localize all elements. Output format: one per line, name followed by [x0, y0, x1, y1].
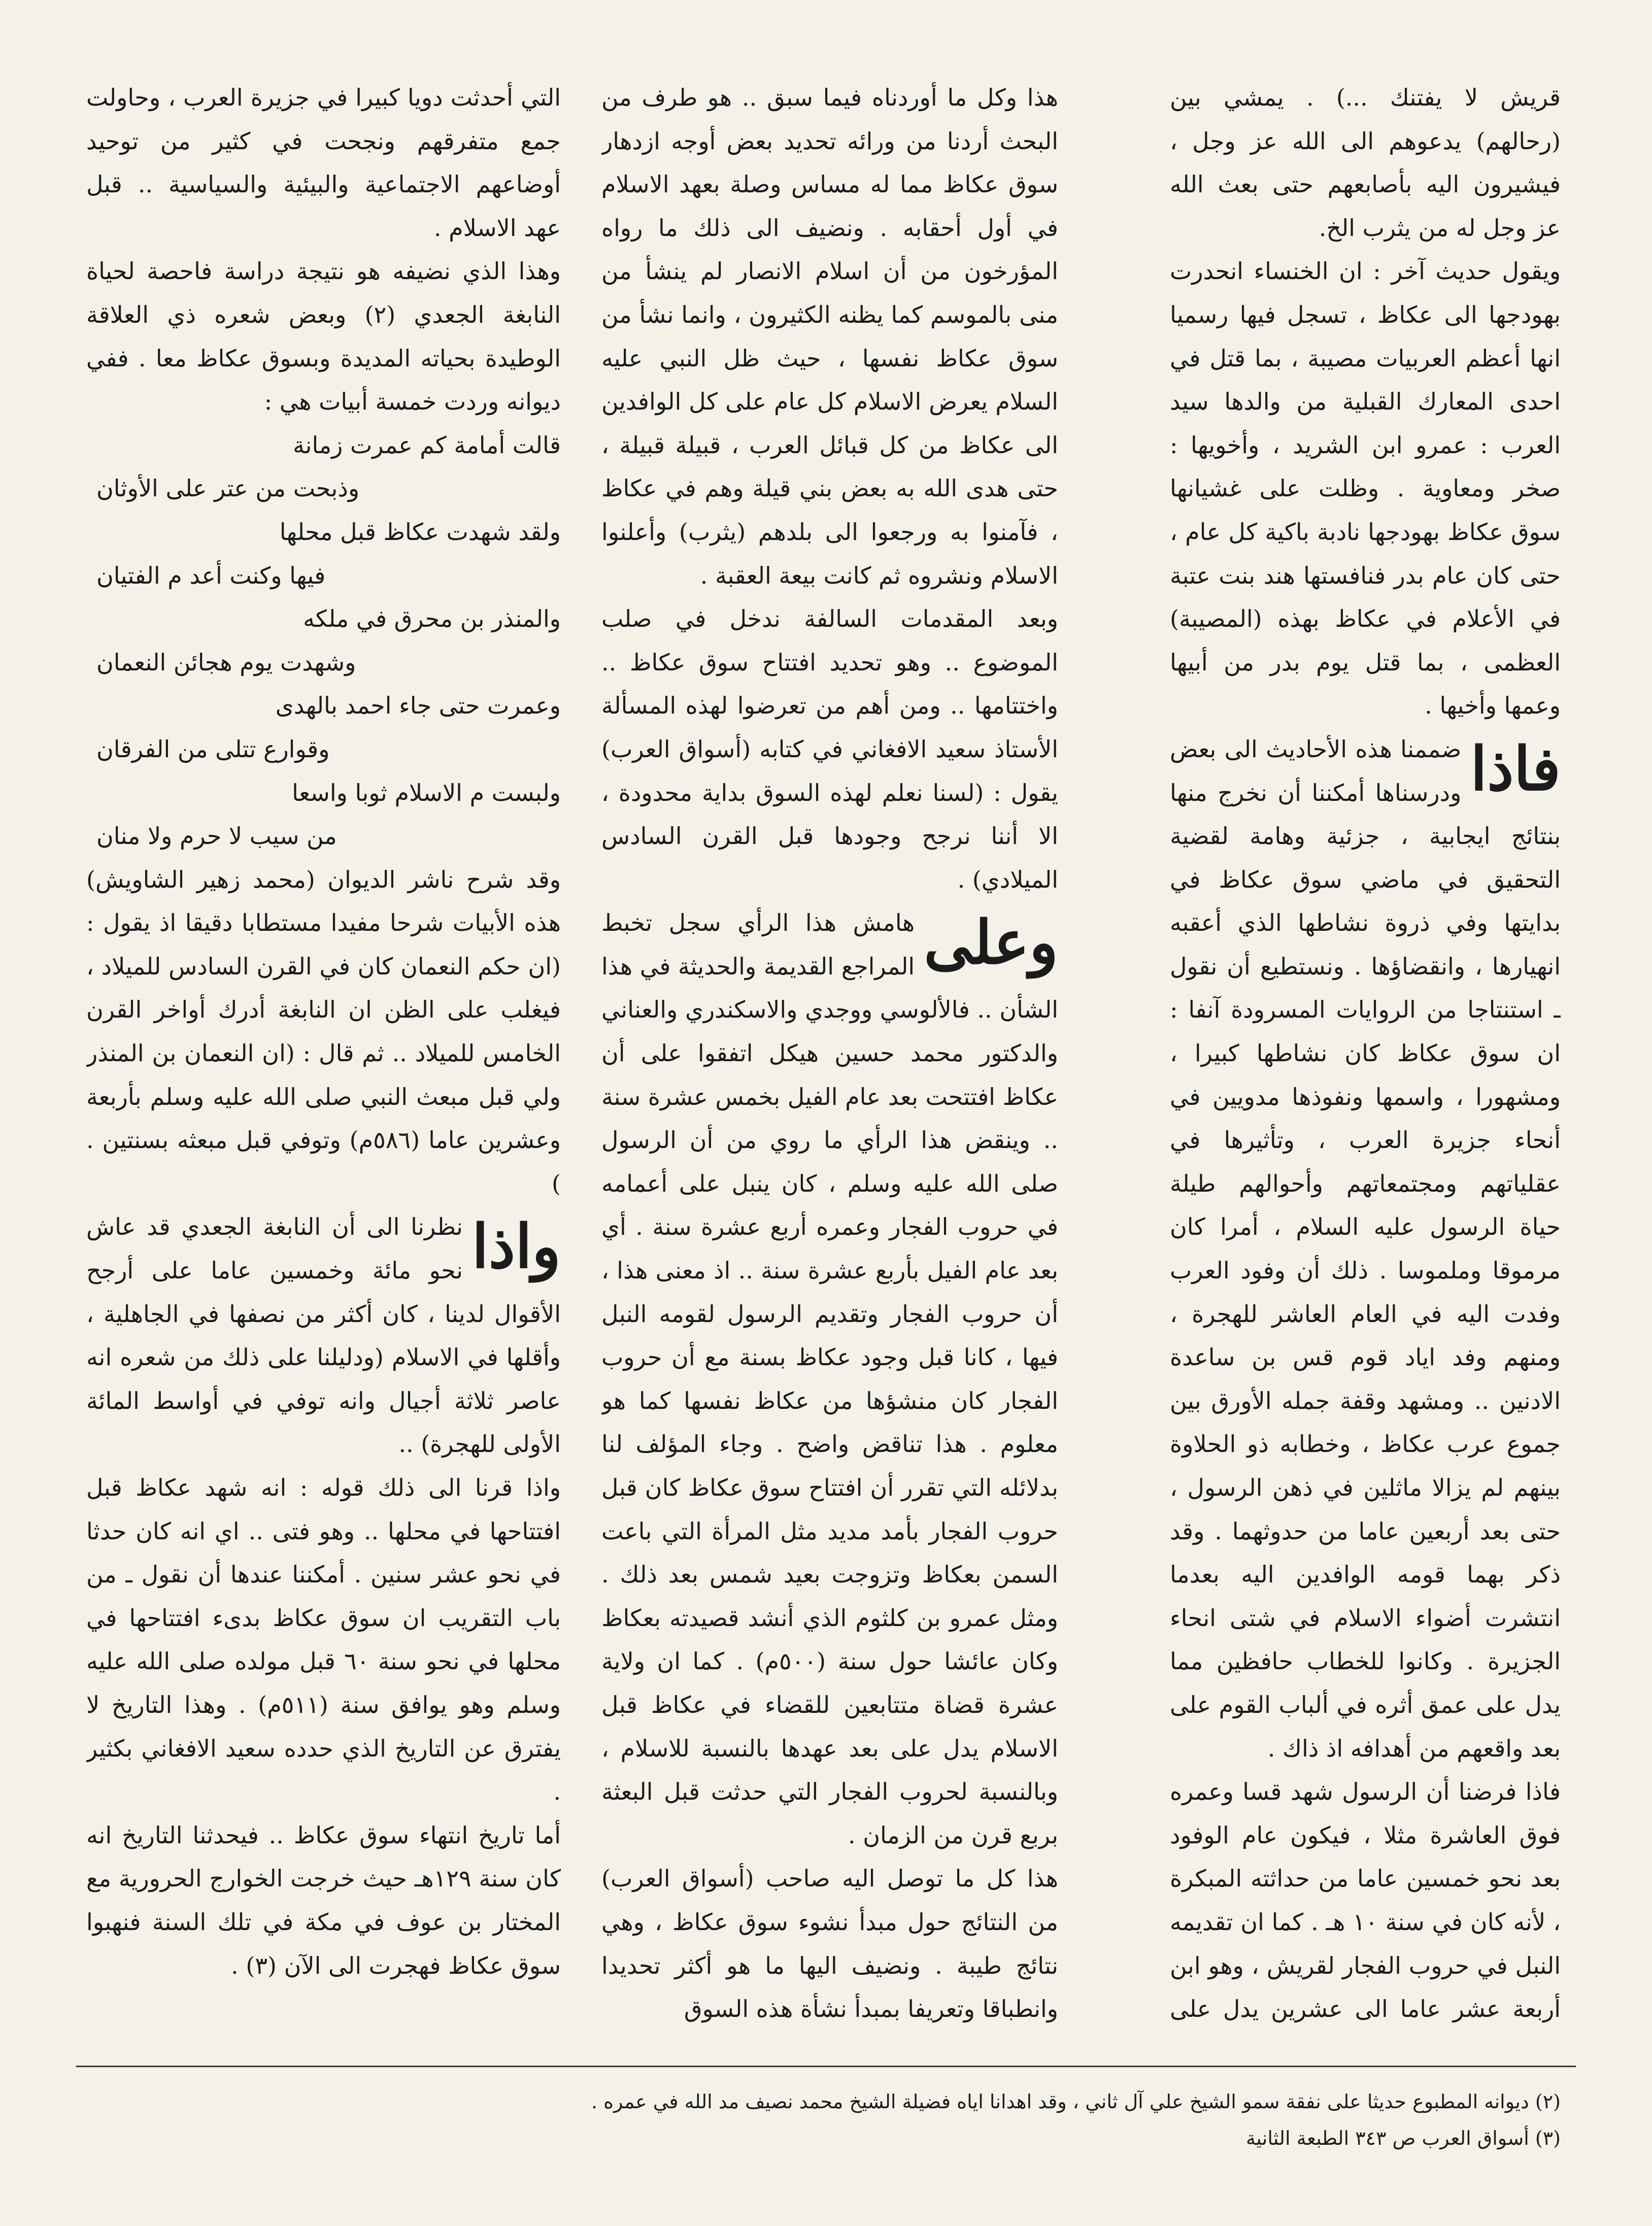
footnote: (٢) ديوانه المطبوع حديثا على نفقة سمو الشيخ علي آل ثاني ، وقد اهدانا اياه فضيلة الشيخ محمد نصيف مد الله في عمره .: [591, 2090, 1561, 2113]
verse-second-hemistich: وذبحت من عتر على الأوثان: [96, 475, 360, 502]
verse-first-hemistich: ولقد شهدت عكاظ قبل محلها: [279, 518, 561, 546]
article-column-left: [86, 76, 561, 2035]
paragraph: وهذا الذي نضيفه هو نتيجة دراسة فاحصة لحياة النابغة الجعدي (٢) وبعض شعره ذي العلاقة الوطيدة بحياته المديدة وبسوق عكاظ معا . ففي ديوانه وردت خمسة أبيات هي :: [86, 257, 561, 416]
paragraph-text: نظرنا الى أن النابغة الجعدي قد عاش نحو مائة وخمسين عاما على أرجح الأقوال لدينا ، كان أكثر من نصفها في الجاهلية ، وأقلها في الاسلام (ودليلنا على ذلك من شعره انه عاصر ثلاثة أجيال وانه توفي في أواسط المائة الأولى للهجرة) ..: [86, 1213, 561, 1458]
paragraph-text: هامش هذا الرأي سجل تخبط المراجع القديمة والحديثة في هذا الشأن .. فالألوسي ووجدي والاسكندري والعناني والدكتور محمد حسين هيكل اتفقوا على أن عكاظ افتتحت بعد عام الفيل بخمس عشرة سنة .. وينقض هذا الرأي ما روي من أن الرسول صلى الله عليه وسلم ، كان ينبل على أعمامه في حروب الفجار وعمره أربع عشرة سنة . أي بعد عام الفيل بأربع عشرة سنة .. اذ معنى هذا ، أن حروب الفجار وتقديم الرسول لقومه النبل فيها ، كانا قبل وجود عكاظ بسنة مع أن حروب الفجار كان منشؤها من عكاظ نفسها كما هو معلوم . هذا تناقض واضح . وجاء المؤلف لنا بدلائله التي تقرر أن افتتاح سوق عكاظ كان قبل حروب الفجار بأمد مديد مثل المرأة التي باعت السمن بعكاظ وتزوجت بعيد شمس بعد ذلك . ومثل عمرو بن كلثوم الذي أنشد قصيدته بعكاظ وكان عائشا حول سنة (٥٠٠م) . كما ان ولاية عشرة قضاة متتابعين للقضاء في عكاظ قبل الاسلام يدل على بعد عهدها بالنسبة للاسلام ، وبالنسبة لحروب الفجار التي حدثت قبل البعثة بربع قرن من الزمان .: [601, 909, 1058, 1849]
paragraph: واذا قرنا الى ذلك قوله : انه شهد عكاظ قبل افتتاحها في محلها .. وهو فتى .. اي انه كان حدثا في نحو عشر سنين . أمكننا عندها أن نقول ـ من باب التقريب ان سوق عكاظ بدىء افتتاحها في محلها في نحو سنة ٦٠ قبل مولده صلى الله عليه وسلم وهو يوافق سنة (٥١١م) . وهذا التاريخ لا يفترق عن التاريخ الذي حدده سعيد الافغاني بكثير .: [86, 1474, 561, 1806]
verse-first-hemistich: ولبست م الاسلام ثوبا واسعا: [292, 779, 561, 806]
drop-initial: واذا: [471, 1211, 561, 1282]
paragraph: التي أحدثت دويا كبيرا في جزيرة العرب ، وحاولت جمع متفرقهم ونجحت في كثير من توحيد أوضاعهم الاجتماعية والبيئية والسياسية .. قبل عهد الاسلام .: [86, 84, 561, 242]
verse-second-hemistich: وشهدت يوم هجائن النعمان: [96, 648, 356, 676]
paragraph: هذا وكل ما أوردناه فيما سبق .. هو طرف من البحث أردنا من ورائه تحديد بعض أوجه ازدهار سوق عكاظ مما له مساس وصلة بعهد الاسلام في أول أحقابه . ونضيف الى ذلك ما رواه المؤرخون من أن اسلام الانصار لم ينشأ من منى بالموسم كما يظنه الكثيرون ، وانما نشأ من سوق عكاظ نفسها ، حيث ظل النبي عليه السلام يعرض الاسلام كل عام على كل الوافدين الى عكاظ من كل قبائل العرب ، قبيلة قبيلة ، حتى هدى الله به بعض بني قيلة وهم في عكاظ ، فآمنوا به ورجعوا الى بلدهم (يثرب) وأعلنوا الاسلام ونشروه ثم كانت بيعة العقبة .: [601, 84, 1058, 589]
paragraph: هذا كل ما توصل اليه صاحب (أسواق العرب) من النتائج حول مبدأ نشوء سوق عكاظ ، وهي نتائج طيبة . ونضيف اليها ما هو أكثر تحديدا وانطباقا وتعريفا بمبدأ نشأة هذه السوق: [601, 1865, 1058, 2023]
footnotes: [69, 2083, 1561, 2156]
article-column-middle: [601, 76, 1058, 2035]
paragraph: ويقول حديث آخر : ان الخنساء انحدرت بهودجها الى عكاظ ، تسجل فيها رسميا انها أعظم العربيات مصيبة ، بما قتل في احدى المعارك القبلية من والدها سيد العرب : عمرو ابن الشريد ، وأخويها : صخر ومعاوية . وظلت على غشيانها سوق عكاظ بهودجها نادبة باكية كل عام ، حتى كان عام بدر فنافستها هند بنت عتبة في الأعلام في عكاظ بهذه (المصيبة) العظمى ، بما قتل يوم بدر من أبيها وعمها وأخيها .: [1170, 257, 1561, 720]
paragraph: [601, 901, 1058, 1857]
poem: [86, 424, 561, 858]
verse-second-hemistich: وقوارع تتلى من الفرقان: [96, 735, 330, 763]
verse-first-hemistich: والمنذر بن محرق في ملكه: [303, 605, 561, 633]
paragraph: وبعد المقدمات السالفة ندخل في صلب الموضوع .. وهو تحديد افتتاح سوق عكاظ .. واختتامها .. ومن أهم من تعرضوا لهذه المسألة الأستاذ سعيد الافغاني في كتابه (أسواق العرب) يقول : (لسنا نعلم لهذه السوق بداية محدودة ، الا أننا نرجح وجودها قبل القرن السادس الميلادي) .: [601, 605, 1058, 893]
paragraph: فاذا فرضنا أن الرسول شهد قسا وعمره فوق العاشرة مثلا ، فيكون عام الوفود بعد نحو خمسين عاما من حداثته المبكرة ، لأنه كان في سنة ١٠ هـ . كما ان تقديمه النبل في حروب الفجار لقريش ، وهو ابن أربعة عشر عاما الى عشرين يدل على: [1170, 1778, 1561, 2023]
paragraph: [86, 1205, 561, 1466]
verse-first-hemistich: قالت أمامة كم عمرت زمانة: [293, 431, 561, 459]
paragraph: وقد شرح ناشر الديوان (محمد زهير الشاويش) هذه الأبيات شرحا مفيدا مستطابا دقيقا اذ يقول : (ان حكم النعمان كان في القرن السادس للميلاد ، فيغلب على الظن ان النابغة أدرك أواخر القرن الخامس للميلاد .. ثم قال : (ان النعمان بن المنذر ولي قبل مبعث النبي صلى الله عليه وسلم بأربعة وعشرين عاما (٥٨٦م) وتوفي قبل مبعثه بسنتين . ): [86, 865, 561, 1197]
drop-initial: وعلى: [924, 907, 1058, 978]
drop-initial: فاذا: [1470, 733, 1561, 804]
paragraph: أما تاريخ انتهاء سوق عكاظ .. فيحدثنا التاريخ انه كان سنة ١٢٩هـ حيث خرجت الخوارج الحرورية مع المختار بن عوف في مكة في تلك السنة فنهبوا سوق عكاظ فهجرت الى الآن (٣) .: [86, 1821, 561, 1979]
article-column-right: [1170, 76, 1561, 2035]
verse-second-hemistich: من سيب لا حرم ولا منان: [96, 822, 337, 850]
footnote: (٣) أسواق العرب ص ٣٤٣ الطبعة الثانية: [1245, 2127, 1561, 2149]
paragraph: [1170, 728, 1561, 1770]
paragraph-text: ضممنا هذه الأحاديث الى بعض ودرسناها أمكننا أن نخرج منها بنتائج ايجابية ، جزئية وهامة لقضية التحقيق في ماضي سوق عكاظ في بدايتها وفي ذروة نشاطها الذي أعقبه انهيارها ، وانقضاؤها . ونستطيع أن نقول ـ استنتاجا من الروايات المسرودة آنفا : ان سوق عكاظ كان نشاطها كبيرا ، ومشهورا ، واسمها ونفوذها مدويين في أنحاء جزيرة العرب ، وتأثيرها في عقلياتهم ومجتمعاتهم وأحوالهم طيلة حياة الرسول عليه السلام ، أمرا كان مرموقا وملموسا . ذلك أن وفود العرب وفدت اليه في العام العاشر للهجرة ، ومنهم وفد اياد قوم قس بن ساعدة الادنين .. ومشهد وقفة جمله الأورق بين جموع عرب عكاظ ، وخطابه ذو الحلاوة بينهم لم يزالا ماثلين في ذهن الرسول ، حتى بعد أربعين عاما من حدوثهما . وقد ذكر بهما قومه الوافدين اليه بعدما انتشرت أضواء الاسلام في شتى انحاء الجزيرة . وكانوا للخطاب حافظين مما يدل على عمق أثره في ألباب القوم على بعد واقعهم من أهدافه اذ ذاك .: [1170, 735, 1561, 1762]
verse-second-hemistich: فيها وكنت أعد م الفتيان: [96, 561, 326, 589]
footnote-divider: [76, 2066, 1576, 2067]
verse-first-hemistich: وعمرت حتى جاء احمد بالهدى: [275, 692, 561, 720]
paragraph: قريش لا يفتنك ...) . يمشي بين (رحالهم) يدعوهم الى الله عز وجل ، فيشيرون اليه بأصابعهم حتى بعث الله عز وجل له من يثرب الخ.: [1170, 84, 1561, 242]
